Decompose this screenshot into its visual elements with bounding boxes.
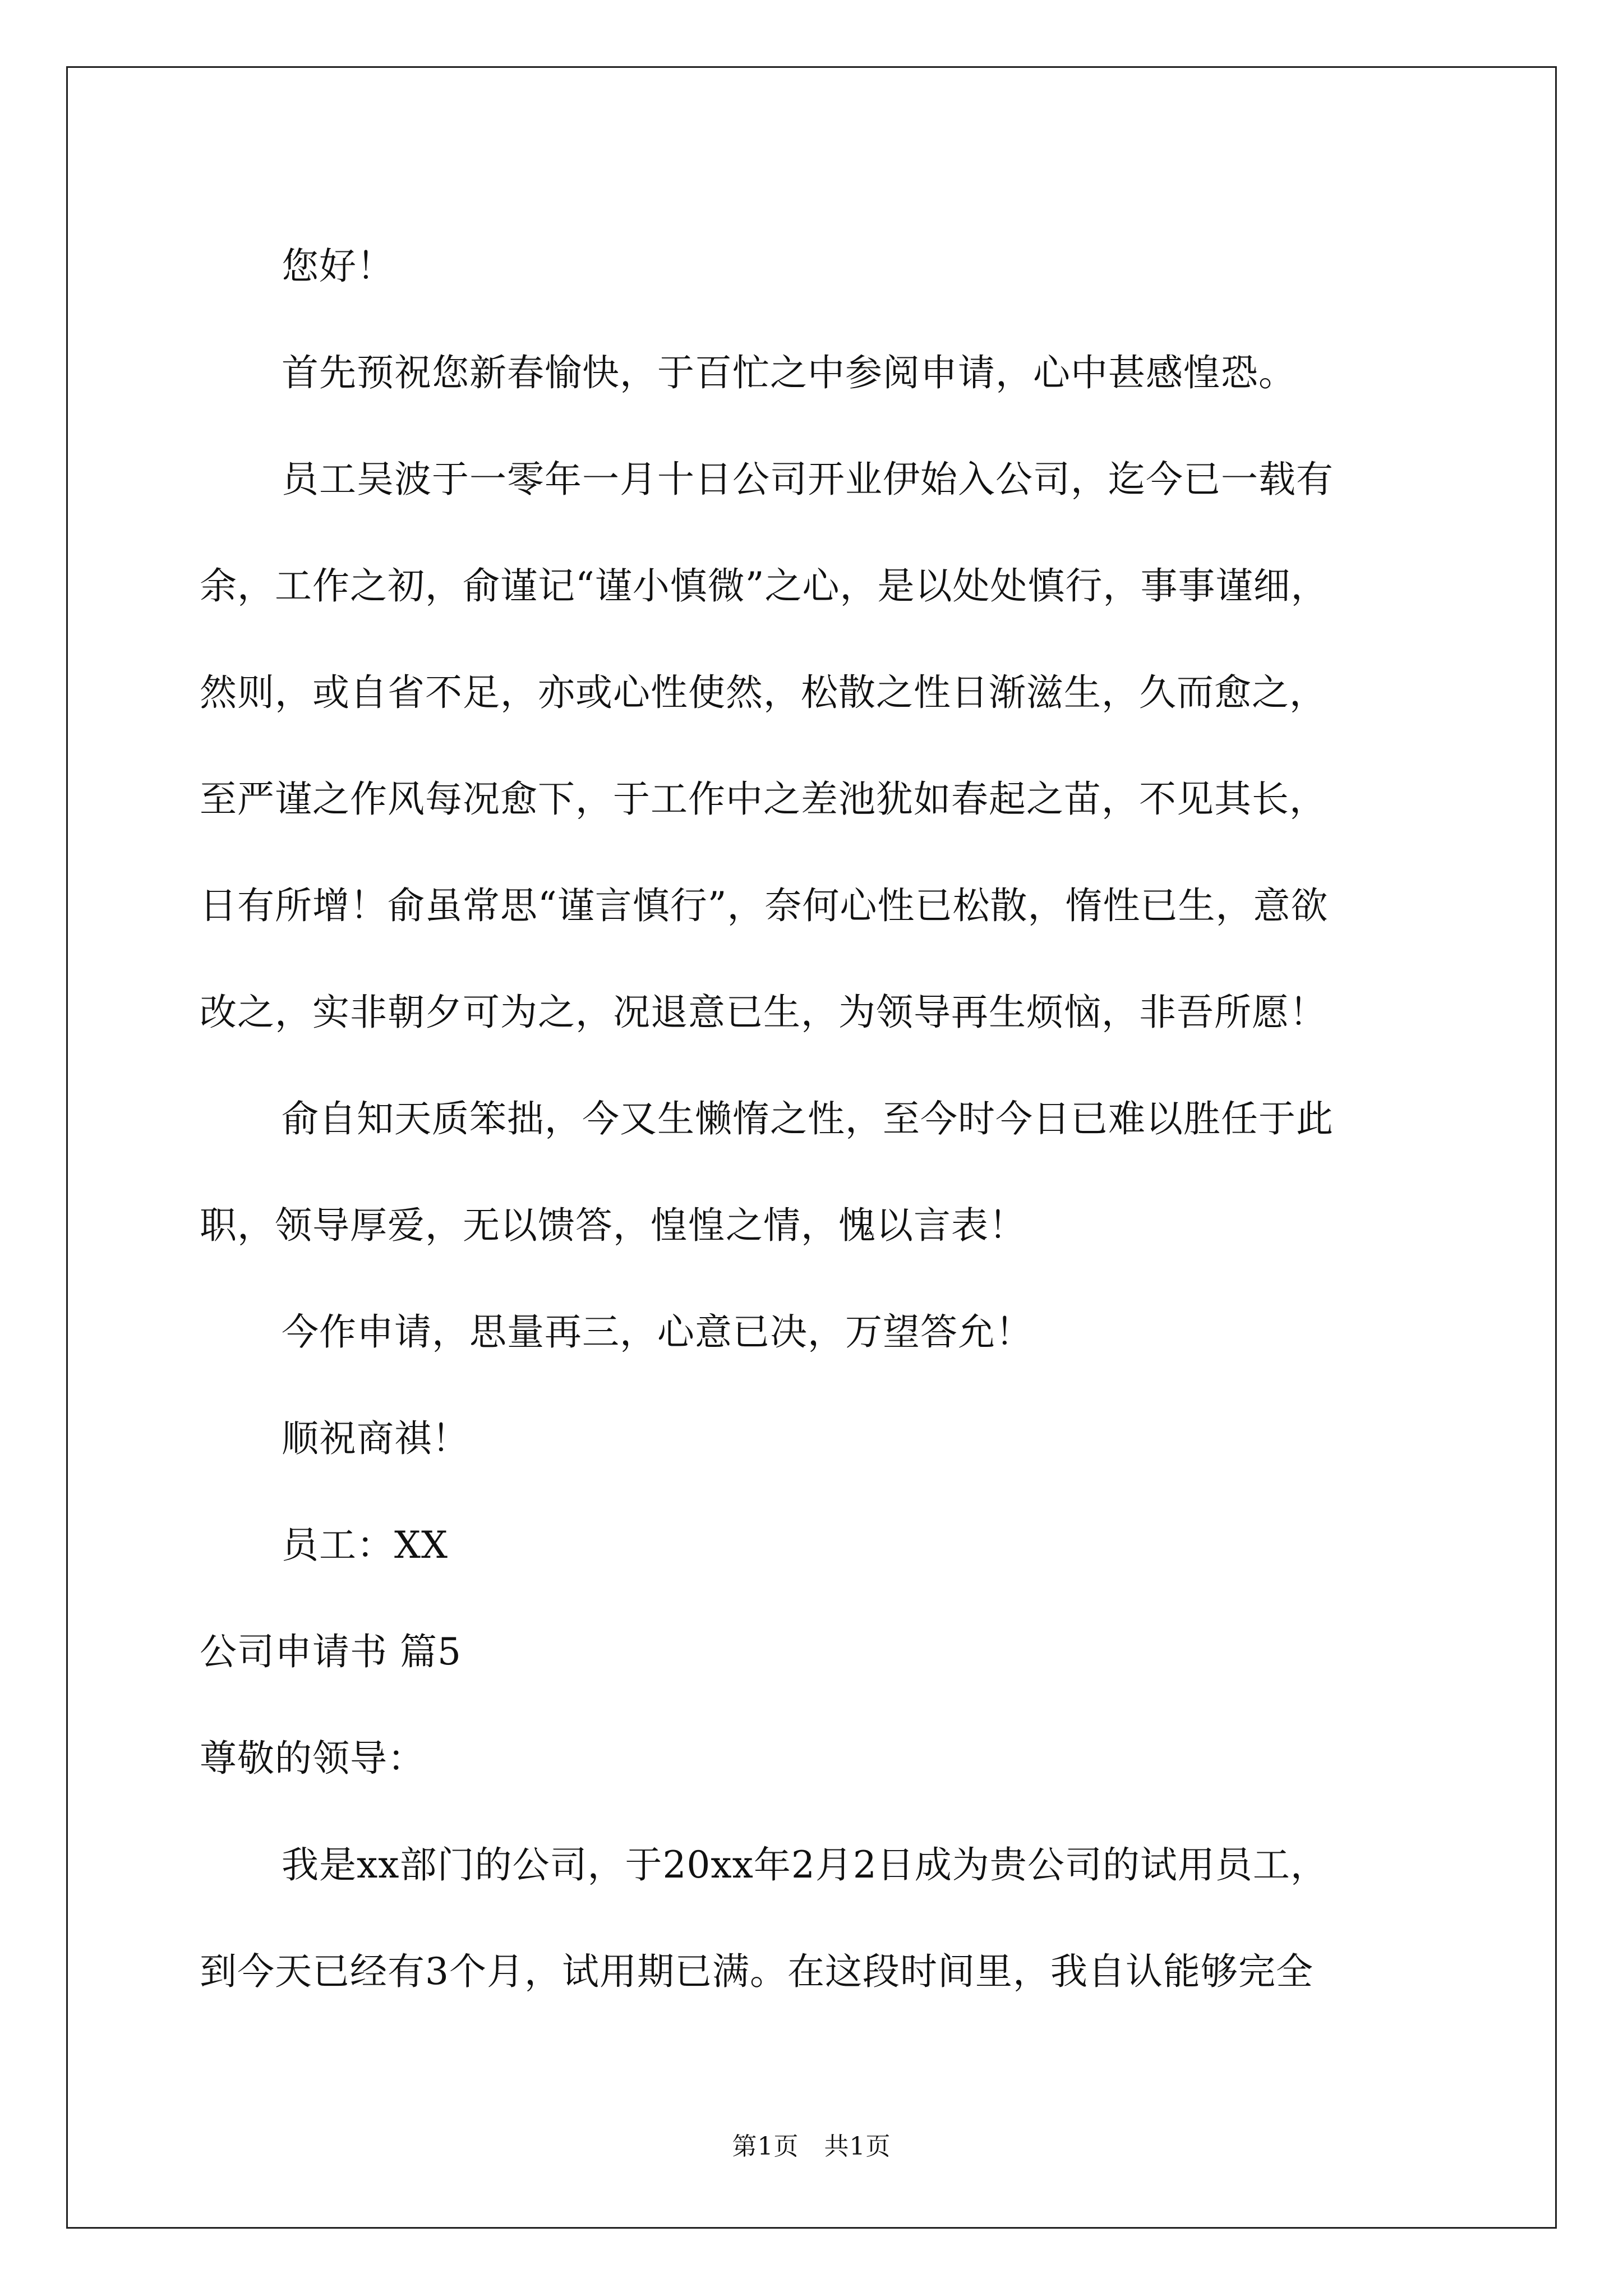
paragraph-line: 到今天已经有3个月，试用期已满。在这段时间里，我自认能够完全 <box>200 1950 1313 1993</box>
paragraph-line: 今作申请，思量再三，心意已决，万望答允！ <box>282 1310 1033 1354</box>
paragraph-line: 余，工作之初，俞谨记“谨小慎微”之心，是以处处慎行，事事谨细， <box>200 564 1329 608</box>
paragraph-line: 职，领导厚爱，无以馈答，惶惶之情，愧以言表！ <box>200 1204 1026 1247</box>
page-footer: 第1页 共1页 <box>732 2132 891 2161</box>
paragraph-line: 至严谨之作风每况愈下，于工作中之差池犹如春起之苗，不见其长， <box>200 777 1327 821</box>
paragraph-line: 我是xx部门的公司，于20xx年2月2日成为贵公司的试用员工， <box>282 1843 1328 1887</box>
paragraph-line: 俞自知天质笨拙，今又生懒惰之性，至今时今日已难以胜任于此 <box>282 1097 1334 1140</box>
signature-line: 员工：XX <box>282 1524 448 1567</box>
salutation-line: 尊敬的领导： <box>200 1737 425 1780</box>
paragraph-line: 首先预祝您新春愉快，于百忙之中参阅申请，心中甚感惶恐。 <box>282 351 1296 394</box>
paragraph-line: 日有所增！俞虽常思“谨言慎行”，奈何心性已松散，惰性已生，意欲 <box>200 884 1329 927</box>
closing-line: 顺祝商祺！ <box>282 1417 469 1460</box>
document-body <box>200 213 1450 2025</box>
paragraph-line: 然则，或自省不足，亦或心性使然，松散之性日渐滋生，久而愈之， <box>200 671 1327 714</box>
paragraph-line: 员工吴波于一零年一月十日公司开业伊始入公司，迄今已一载有 <box>282 458 1334 501</box>
greeting-line: 您好！ <box>282 245 394 288</box>
section-heading: 公司申请书 篇5 <box>200 1630 462 1673</box>
paragraph-line: 改之，实非朝夕可为之，况退意已生，为领导再生烦恼，非吾所愿！ <box>200 991 1327 1034</box>
